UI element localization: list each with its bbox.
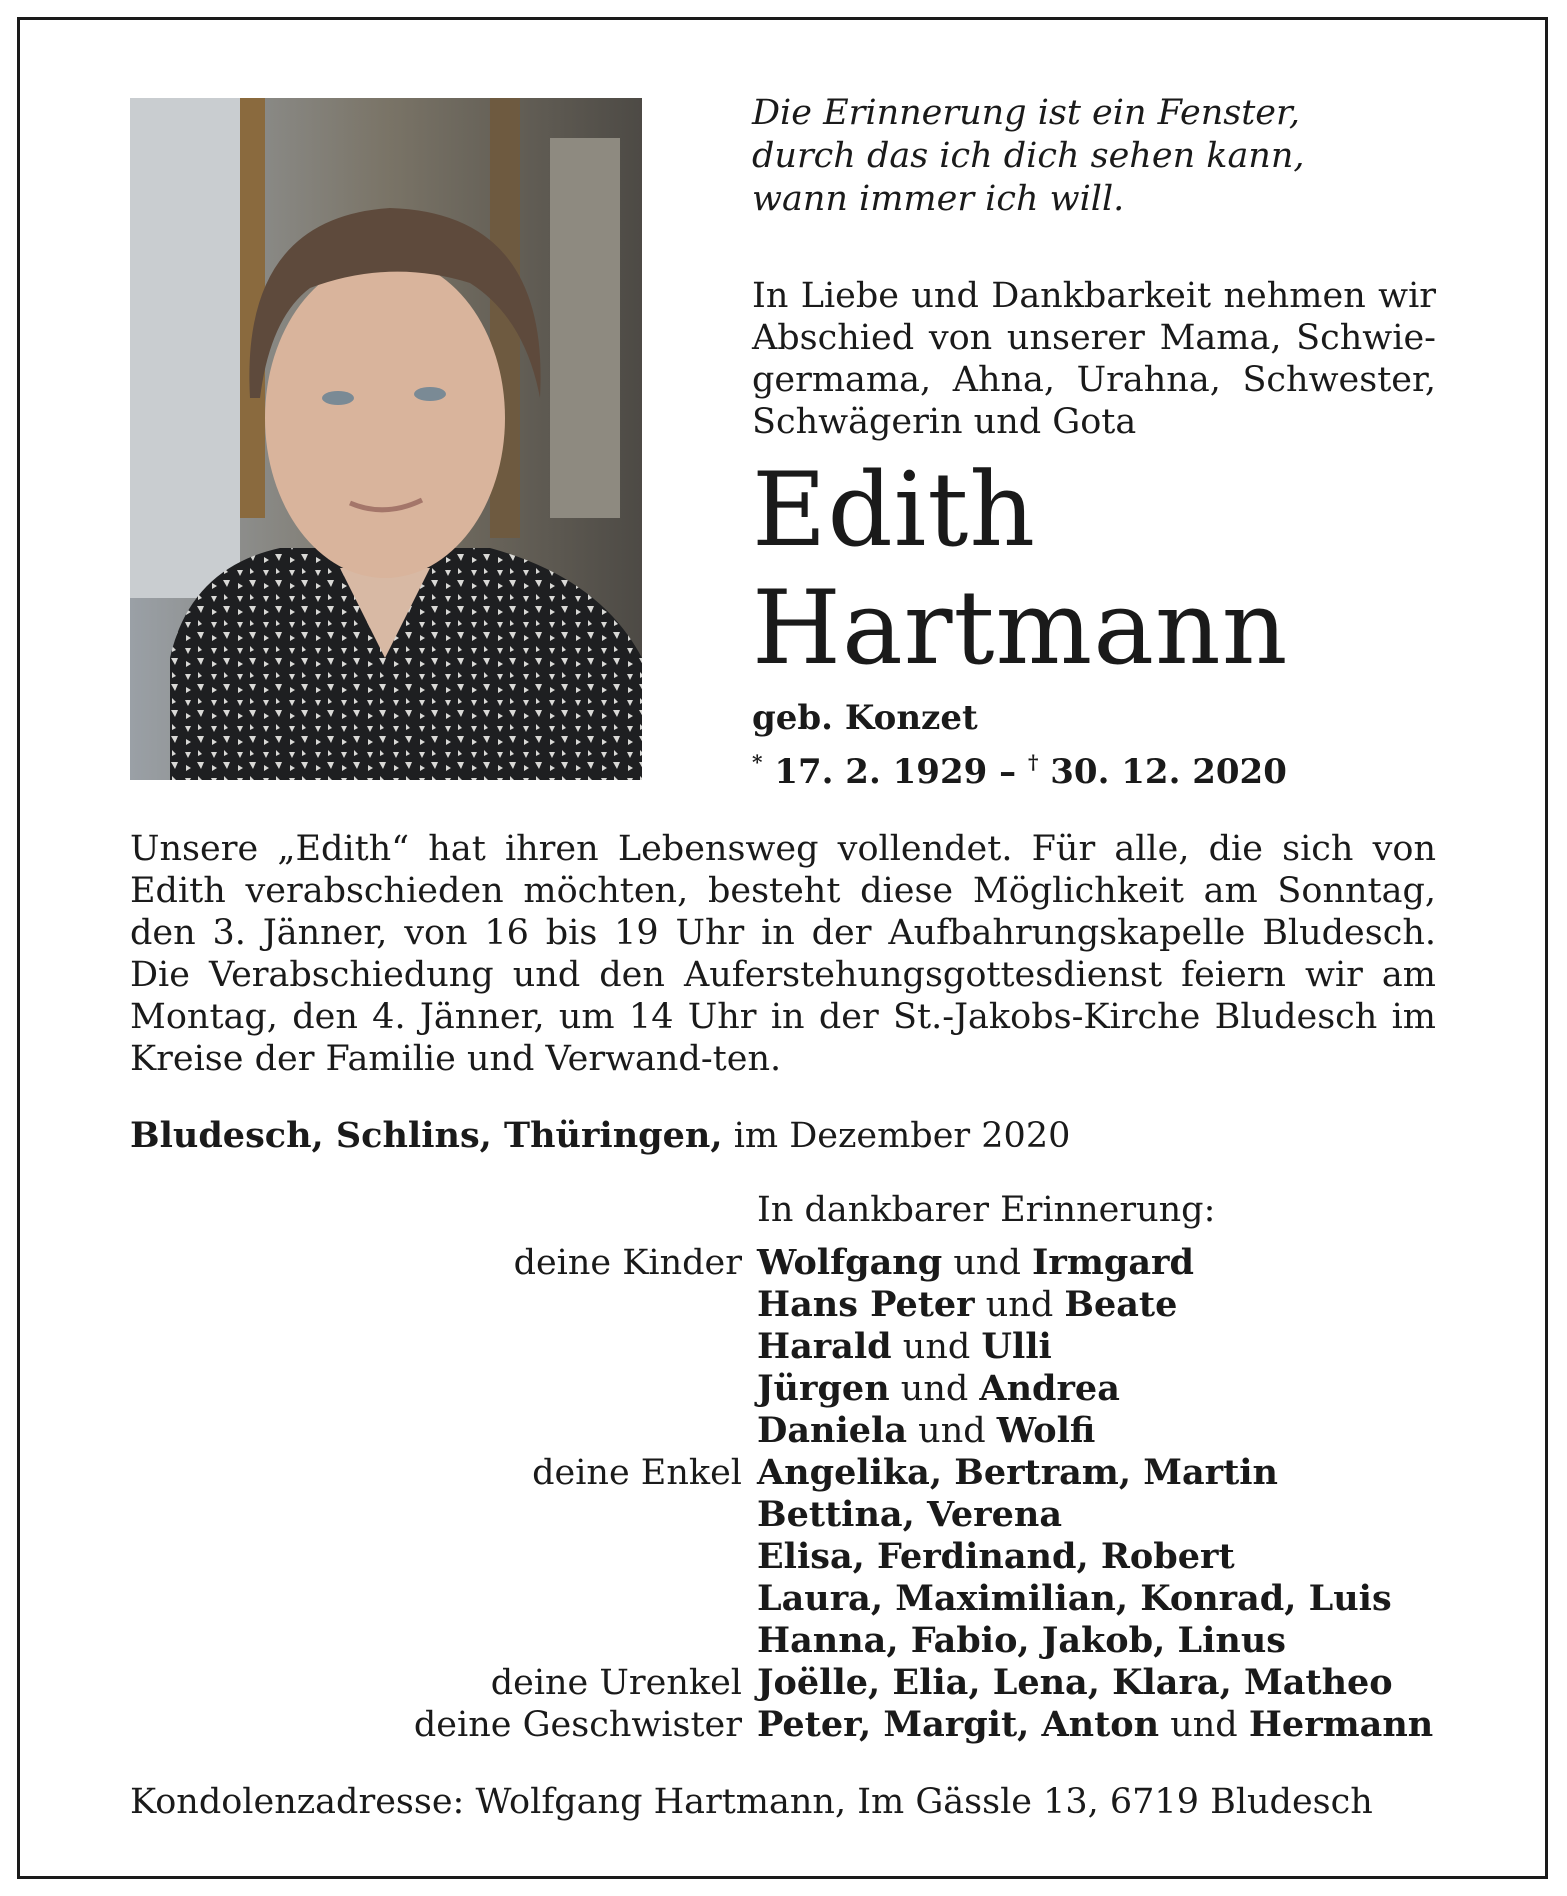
mourners-list <box>130 1242 1450 1746</box>
mourner-relation: deine Kinder <box>513 1243 742 1283</box>
mourner-name: Hermann <box>1248 1704 1434 1745</box>
mourner-names <box>757 1536 1450 1578</box>
mourner-row <box>130 1536 1450 1578</box>
mourner-name: Hanna, Fabio, Jakob, Linus <box>757 1620 1286 1661</box>
mourner-name: Daniela <box>757 1410 908 1451</box>
birth-symbol: * <box>752 750 763 774</box>
portrait-illustration <box>130 98 642 780</box>
quote <box>752 92 1452 221</box>
towns: Bludesch, Schlins, Thüringen, <box>130 1115 723 1156</box>
mourner-relation <box>130 1326 757 1368</box>
mourner-name: Hans Peter <box>757 1284 975 1325</box>
mourner-row <box>130 1326 1450 1368</box>
mourner-connector: und <box>985 1285 1054 1325</box>
mourner-name: Jürgen <box>757 1368 890 1409</box>
condolence-address: Kondolenzadresse: Wolfgang Hartmann, Im Gässle 13, 6719 Bludesch <box>130 1782 1373 1822</box>
mourner-names <box>757 1410 1450 1452</box>
mourner-relation: deine Urenkel <box>490 1663 742 1703</box>
quote-line: durch das ich dich sehen kann, <box>752 136 1305 176</box>
mourner-names <box>757 1368 1450 1410</box>
last-name: Hartmann <box>752 569 1289 688</box>
mourner-row <box>130 1410 1450 1452</box>
mourner-name: Joëlle, Elia, Lena, Klara, Matheo <box>757 1662 1393 1703</box>
mourner-relation: deine Enkel <box>532 1453 742 1493</box>
mourner-relation <box>130 1578 757 1620</box>
mourner-names <box>757 1242 1450 1284</box>
mourner-row <box>130 1704 1450 1746</box>
place-and-date <box>130 1114 1070 1158</box>
first-name: Edith <box>752 451 1037 570</box>
mourner-relation <box>130 1368 757 1410</box>
mourner-row <box>130 1662 1450 1704</box>
mourner-names <box>757 1662 1450 1704</box>
mourner-name: Laura, Maximilian, Konrad, Luis <box>757 1578 1392 1619</box>
mourner-names <box>757 1326 1450 1368</box>
mourner-name: Beate <box>1064 1284 1178 1325</box>
life-dates <box>752 740 1287 794</box>
mourner-row <box>130 1284 1450 1326</box>
mourner-row <box>130 1368 1450 1410</box>
mourner-name: Wolfi <box>996 1410 1096 1451</box>
mourner-relation <box>130 1620 757 1662</box>
mourner-connector: und <box>953 1243 1021 1283</box>
mourner-name: Peter, Margit, Anton <box>757 1704 1160 1745</box>
mourner-relation <box>130 1410 757 1452</box>
quote-line: wann immer ich will. <box>752 179 1125 219</box>
mourner-name: Bettina, Verena <box>757 1494 1063 1535</box>
portrait-photo <box>130 98 642 780</box>
mourner-names <box>757 1578 1450 1620</box>
mourner-relation <box>130 1536 757 1578</box>
mourner-names <box>757 1284 1450 1326</box>
mourner-connector: und <box>900 1369 969 1409</box>
mourner-row <box>130 1242 1450 1284</box>
mourner-name: Ulli <box>981 1326 1052 1367</box>
mourner-name: Angelika, Bertram, Martin <box>757 1452 1278 1493</box>
birth-name: geb. Konzet <box>752 698 978 738</box>
mourner-connector: und <box>1170 1705 1238 1745</box>
mourner-names <box>757 1620 1450 1662</box>
mourner-row <box>130 1452 1450 1494</box>
mourner-relation <box>130 1284 757 1326</box>
mourner-relation: deine Geschwister <box>413 1705 742 1745</box>
mourners-heading: In dankbarer Erinnerung: <box>757 1190 1216 1230</box>
death-date: 30. 12. 2020 <box>1050 752 1287 792</box>
mourner-names <box>757 1452 1450 1494</box>
mourner-connector: und <box>918 1411 986 1451</box>
date-separator: – <box>999 752 1017 792</box>
quote-line: Die Erinnerung ist ein Fenster, <box>752 93 1301 133</box>
mourner-relation <box>130 1494 757 1536</box>
intro-text: In Liebe und Dankbarkeit nehmen wir Abschied von unserer Mama, Schwie-germama, Ahna, Urahna, Schwester, Schwägerin und Gota <box>752 276 1436 442</box>
mourner-names <box>757 1494 1450 1536</box>
mourner-row <box>130 1494 1450 1536</box>
deceased-name <box>752 452 1288 688</box>
mourner-name: Andrea <box>979 1368 1120 1409</box>
mourner-row <box>130 1620 1450 1662</box>
mourner-name: Elisa, Ferdinand, Robert <box>757 1536 1235 1577</box>
death-symbol: † <box>1027 750 1039 774</box>
mourner-name: Harald <box>757 1326 892 1367</box>
mourner-row <box>130 1578 1450 1620</box>
announcement-text: Unsere „Edith“ hat ihren Lebensweg vollendet. Für alle, die sich von Edith verabschieden möchten, besteht diese Möglichkeit am Sonntag, den 3. Jänner, von 16 bis 19 Uhr in der Aufbahrungskapelle Bludesch. Die Verabschiedung und den Auferstehungsgottesdienst feiern wir am Montag, den 4. Jänner, um 14 Uhr in der St.-Jakobs-Kirche Bludesch im Kreise der Familie und Verwand-ten. <box>130 829 1436 1079</box>
mourner-connector: und <box>902 1327 971 1367</box>
mourner-name: Irmgard <box>1032 1242 1194 1283</box>
mourner-names <box>757 1704 1450 1746</box>
place-date: im Dezember 2020 <box>733 1116 1071 1156</box>
mourner-name: Wolfgang <box>757 1242 943 1283</box>
birth-date: 17. 2. 1929 <box>774 752 988 792</box>
